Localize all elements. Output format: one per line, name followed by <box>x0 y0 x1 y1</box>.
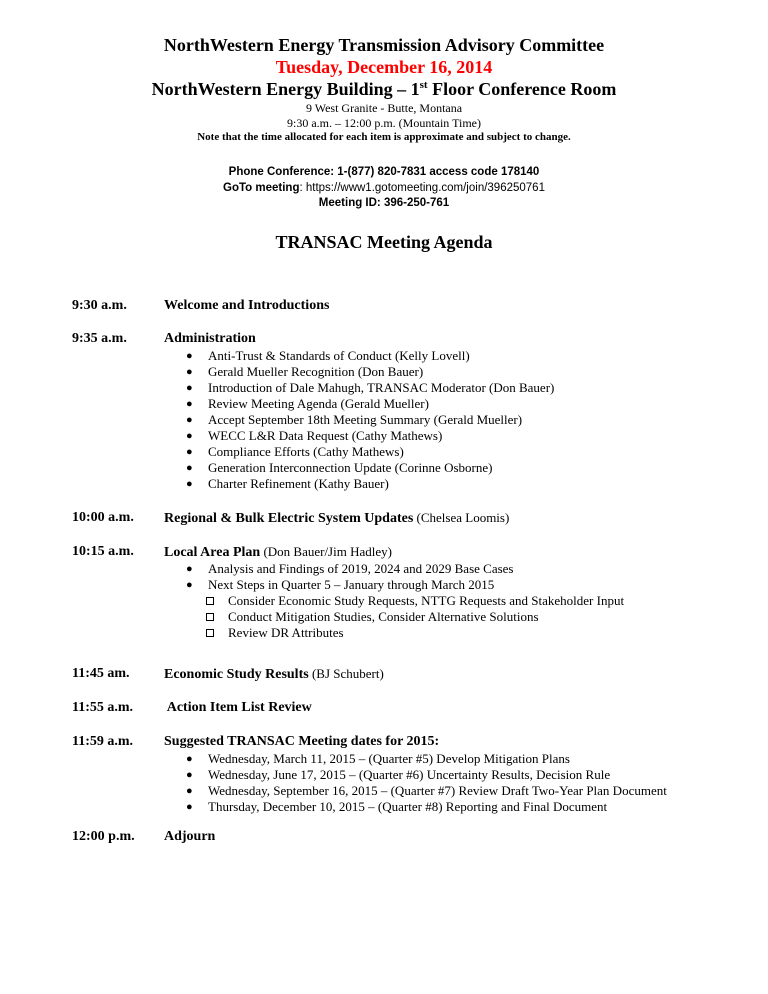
agenda-topic: Suggested TRANSAC Meeting dates for 2015: <box>164 734 440 749</box>
list-item: Consider Economic Study Requests, NTTG Requests and Stakeholder Input <box>206 593 624 609</box>
list-item: ● Compliance Efforts (Cathy Mathews) <box>186 444 404 459</box>
bullet-icon: ● <box>186 430 193 442</box>
bullet-icon: ● <box>186 753 193 765</box>
bullet-icon: ● <box>186 414 193 426</box>
meeting-id: Meeting ID: 396-250-761 <box>318 197 450 209</box>
meeting-time: 9:30 a.m. – 12:00 p.m. (Mountain Time) <box>286 116 481 130</box>
meeting-date: Tuesday, December 16, 2014 <box>275 57 493 77</box>
agenda-time: 9:35 a.m. <box>72 331 127 346</box>
agenda-topic: Economic Study Results (BJ Schubert) <box>164 666 384 682</box>
phone-conference: Phone Conference: 1-(877) 820-7831 access code 178140 <box>228 166 540 178</box>
goto-url[interactable]: : https://www1.gotomeeting.com/join/396250761 <box>299 182 545 194</box>
list-item: ● Wednesday, June 17, 2015 – (Quarter #6) Uncertainty Results, Decision Rule <box>186 767 611 782</box>
presenter: (BJ Schubert) <box>308 666 384 681</box>
address: 9 West Granite - Butte, Montana <box>305 101 463 115</box>
bullet-icon: ● <box>186 478 193 490</box>
list-item: Conduct Mitigation Studies, Consider Alternative Solutions <box>206 609 624 625</box>
bullet-icon: ● <box>186 350 193 362</box>
list-item: Review DR Attributes <box>206 625 624 641</box>
list-item: ● Wednesday, March 11, 2015 – (Quarter #5) Develop Mitigation Plans <box>186 751 570 766</box>
agenda-topic: Adjourn <box>164 829 216 844</box>
list-item: ● Thursday, December 10, 2015 – (Quarter #8) Reporting and Final Document <box>186 799 608 814</box>
checkbox-bullet-icon <box>206 629 214 637</box>
bullet-icon: ● <box>186 446 193 458</box>
building-text: NorthWestern Energy Building – 1 <box>151 79 420 99</box>
list-item: ● Next Steps in Quarter 5 – January through March 2015 <box>186 577 495 592</box>
local-area-plan-items <box>186 561 513 593</box>
agenda-time: 10:15 a.m. <box>72 544 134 559</box>
goto-label: GoTo meeting <box>223 182 300 194</box>
bullet-icon: ● <box>186 398 193 410</box>
list-item: ● Charter Refinement (Kathy Bauer) <box>186 476 389 491</box>
list-item: ● Review Meeting Agenda (Gerald Mueller) <box>186 396 429 411</box>
meeting-location <box>0 78 768 100</box>
bullet-icon: ● <box>186 563 193 575</box>
list-item: ● Anti-Trust & Standards of Conduct (Kelly Lovell) <box>186 348 470 363</box>
list-item: ● Introduction of Dale Mahugh, TRANSAC Moderator (Don Bauer) <box>186 380 555 395</box>
agenda-time: 11:45 am. <box>72 666 130 681</box>
agenda-title: TRANSAC Meeting Agenda <box>275 232 493 252</box>
committee-name: NorthWestern Energy Transmission Advisory Committee <box>163 35 605 55</box>
bullet-icon: ● <box>186 462 193 474</box>
presenter: (Don Bauer/Jim Hadley) <box>260 544 392 559</box>
list-item: ● Gerald Mueller Recognition (Don Bauer) <box>186 364 424 379</box>
list-item: ● Accept September 18th Meeting Summary (Gerald Mueller) <box>186 412 523 427</box>
list-item: ● Analysis and Findings of 2019, 2024 and 2029 Base Cases <box>186 561 514 576</box>
agenda-time: 11:59 a.m. <box>72 734 134 749</box>
agenda-time: 11:55 a.m. <box>72 700 134 715</box>
administration-items <box>186 348 554 492</box>
local-area-plan-subitems <box>206 593 624 641</box>
room-text: Floor Conference Room <box>427 79 617 99</box>
list-item: ● Generation Interconnection Update (Corinne Osborne) <box>186 460 493 475</box>
agenda-topic: Administration <box>164 331 256 346</box>
agenda-topic: Regional & Bulk Electric System Updates (Chelsea Loomis) <box>164 510 510 526</box>
checkbox-bullet-icon <box>206 613 214 621</box>
list-item: ● Wednesday, September 16, 2015 – (Quarter #7) Review Draft Two-Year Plan Document <box>186 783 667 798</box>
agenda-topic: Welcome and Introductions <box>164 298 330 313</box>
list-item: ● WECC L&R Data Request (Cathy Mathews) <box>186 428 443 443</box>
time-note: Note that the time allocated for each item is approximate and subject to change. <box>197 131 571 143</box>
agenda-time: 9:30 a.m. <box>72 298 127 313</box>
bullet-icon: ● <box>186 382 193 394</box>
bullet-icon: ● <box>186 769 193 781</box>
meeting-dates-items <box>186 751 667 815</box>
presenter: (Chelsea Loomis) <box>413 510 510 525</box>
checkbox-bullet-icon <box>206 597 214 605</box>
bullet-icon: ● <box>186 785 193 797</box>
agenda-time: 10:00 a.m. <box>72 510 134 525</box>
goto-meeting <box>0 181 768 195</box>
agenda-topic: Local Area Plan (Don Bauer/Jim Hadley) <box>164 544 392 560</box>
agenda-time: 12:00 p.m. <box>72 829 135 844</box>
bullet-icon: ● <box>186 579 193 591</box>
ordinal-suffix: st <box>419 79 428 91</box>
bullet-icon: ● <box>186 801 193 813</box>
bullet-icon: ● <box>186 366 193 378</box>
agenda-topic: Action Item List Review <box>164 700 312 715</box>
